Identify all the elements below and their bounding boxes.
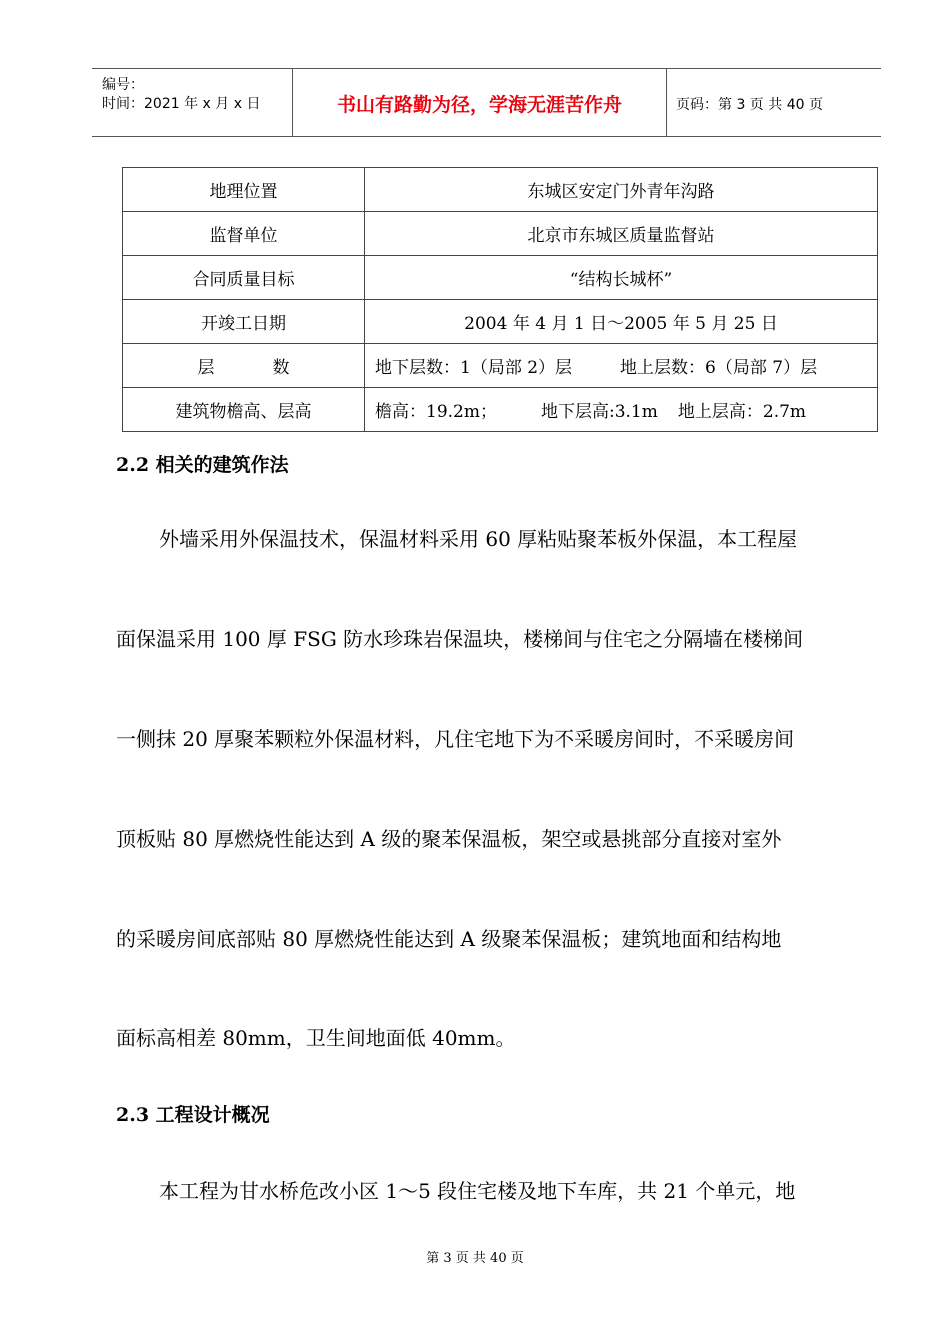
header-page-cell	[666, 69, 881, 136]
row-value: 2004 年 4 月 1 日～2005 年 5 月 25 日	[365, 300, 878, 344]
row-label: 开竣工日期	[123, 300, 365, 344]
paragraph-line: 外墙采用外保温技术，保温材料采用 60 厚粘贴聚苯板外保温，本工程屋	[159, 527, 798, 551]
underground-floor-height: 地下层高:3.1m	[540, 402, 658, 422]
paragraph-line: 面保温采用 100 厚 FSG 防水珍珠岩保温块，楼梯间与住宅之分隔墙在楼梯间	[116, 627, 804, 651]
row-value-floors	[365, 344, 878, 388]
row-label: 建筑物檐高、层高	[123, 388, 365, 432]
paragraph-line: 的采暖房间底部贴 80 厚燃烧性能达到 A 级聚苯保温板；建筑地面和结构地	[116, 927, 782, 951]
page-footer: 第 3 页 共 40 页	[426, 1251, 524, 1266]
aboveground-floors: 地上层数：6（局部 7）层	[620, 358, 818, 378]
table-row	[123, 300, 878, 344]
table-row	[123, 344, 878, 388]
underground-floors: 地下层数：1（局部 2）层	[375, 358, 573, 378]
row-label: 监督单位	[123, 212, 365, 256]
document-time-label: 时间：2021 年 x 月 x 日	[102, 96, 261, 112]
row-label-part-a: 层	[197, 358, 215, 378]
table-row	[123, 212, 878, 256]
row-label-floors	[123, 344, 365, 388]
header-motto: 书山有路勤为径，学海无涯苦作舟	[336, 94, 622, 116]
document-number-label: 编号：	[102, 77, 144, 93]
paragraph-line: 面标高相差 80mm，卫生间地面低 40mm。	[116, 1026, 516, 1050]
section-heading-2-3: 2.3 工程设计概况	[116, 1104, 270, 1126]
table-row	[123, 388, 878, 432]
header-page-info: 页码：第 3 页 共 40 页	[676, 97, 823, 113]
row-label: 地理位置	[123, 168, 365, 212]
paragraph-line: 本工程为甘水桥危改小区 1～5 段住宅楼及地下车库，共 21 个单元，地	[159, 1179, 796, 1203]
aboveground-floor-height: 地上层高：2.7m	[677, 402, 807, 422]
row-value: 东城区安定门外青年沟路	[365, 168, 878, 212]
paragraph-line: 一侧抹 20 厚聚苯颗粒外保温材料，凡住宅地下为不采暖房间时，不采暖房间	[116, 727, 795, 751]
row-value: 北京市东城区质量监督站	[365, 212, 878, 256]
header-meta-cell	[92, 69, 292, 136]
eave-height: 檐高：19.2m；	[375, 402, 497, 422]
row-value-heights	[365, 388, 878, 432]
row-value: “结构长城杯”	[365, 256, 878, 300]
row-label: 合同质量目标	[123, 256, 365, 300]
project-info-table	[122, 167, 878, 432]
row-label-part-b: 数	[272, 358, 290, 378]
section-heading-2-2: 2.2 相关的建筑作法	[116, 454, 289, 476]
header-motto-cell	[292, 69, 667, 136]
table-row	[123, 256, 878, 300]
page-header	[92, 68, 881, 137]
paragraph-line: 顶板贴 80 厚燃烧性能达到 A 级的聚苯保温板，架空或悬挑部分直接对室外	[116, 827, 782, 851]
table-row	[123, 168, 878, 212]
